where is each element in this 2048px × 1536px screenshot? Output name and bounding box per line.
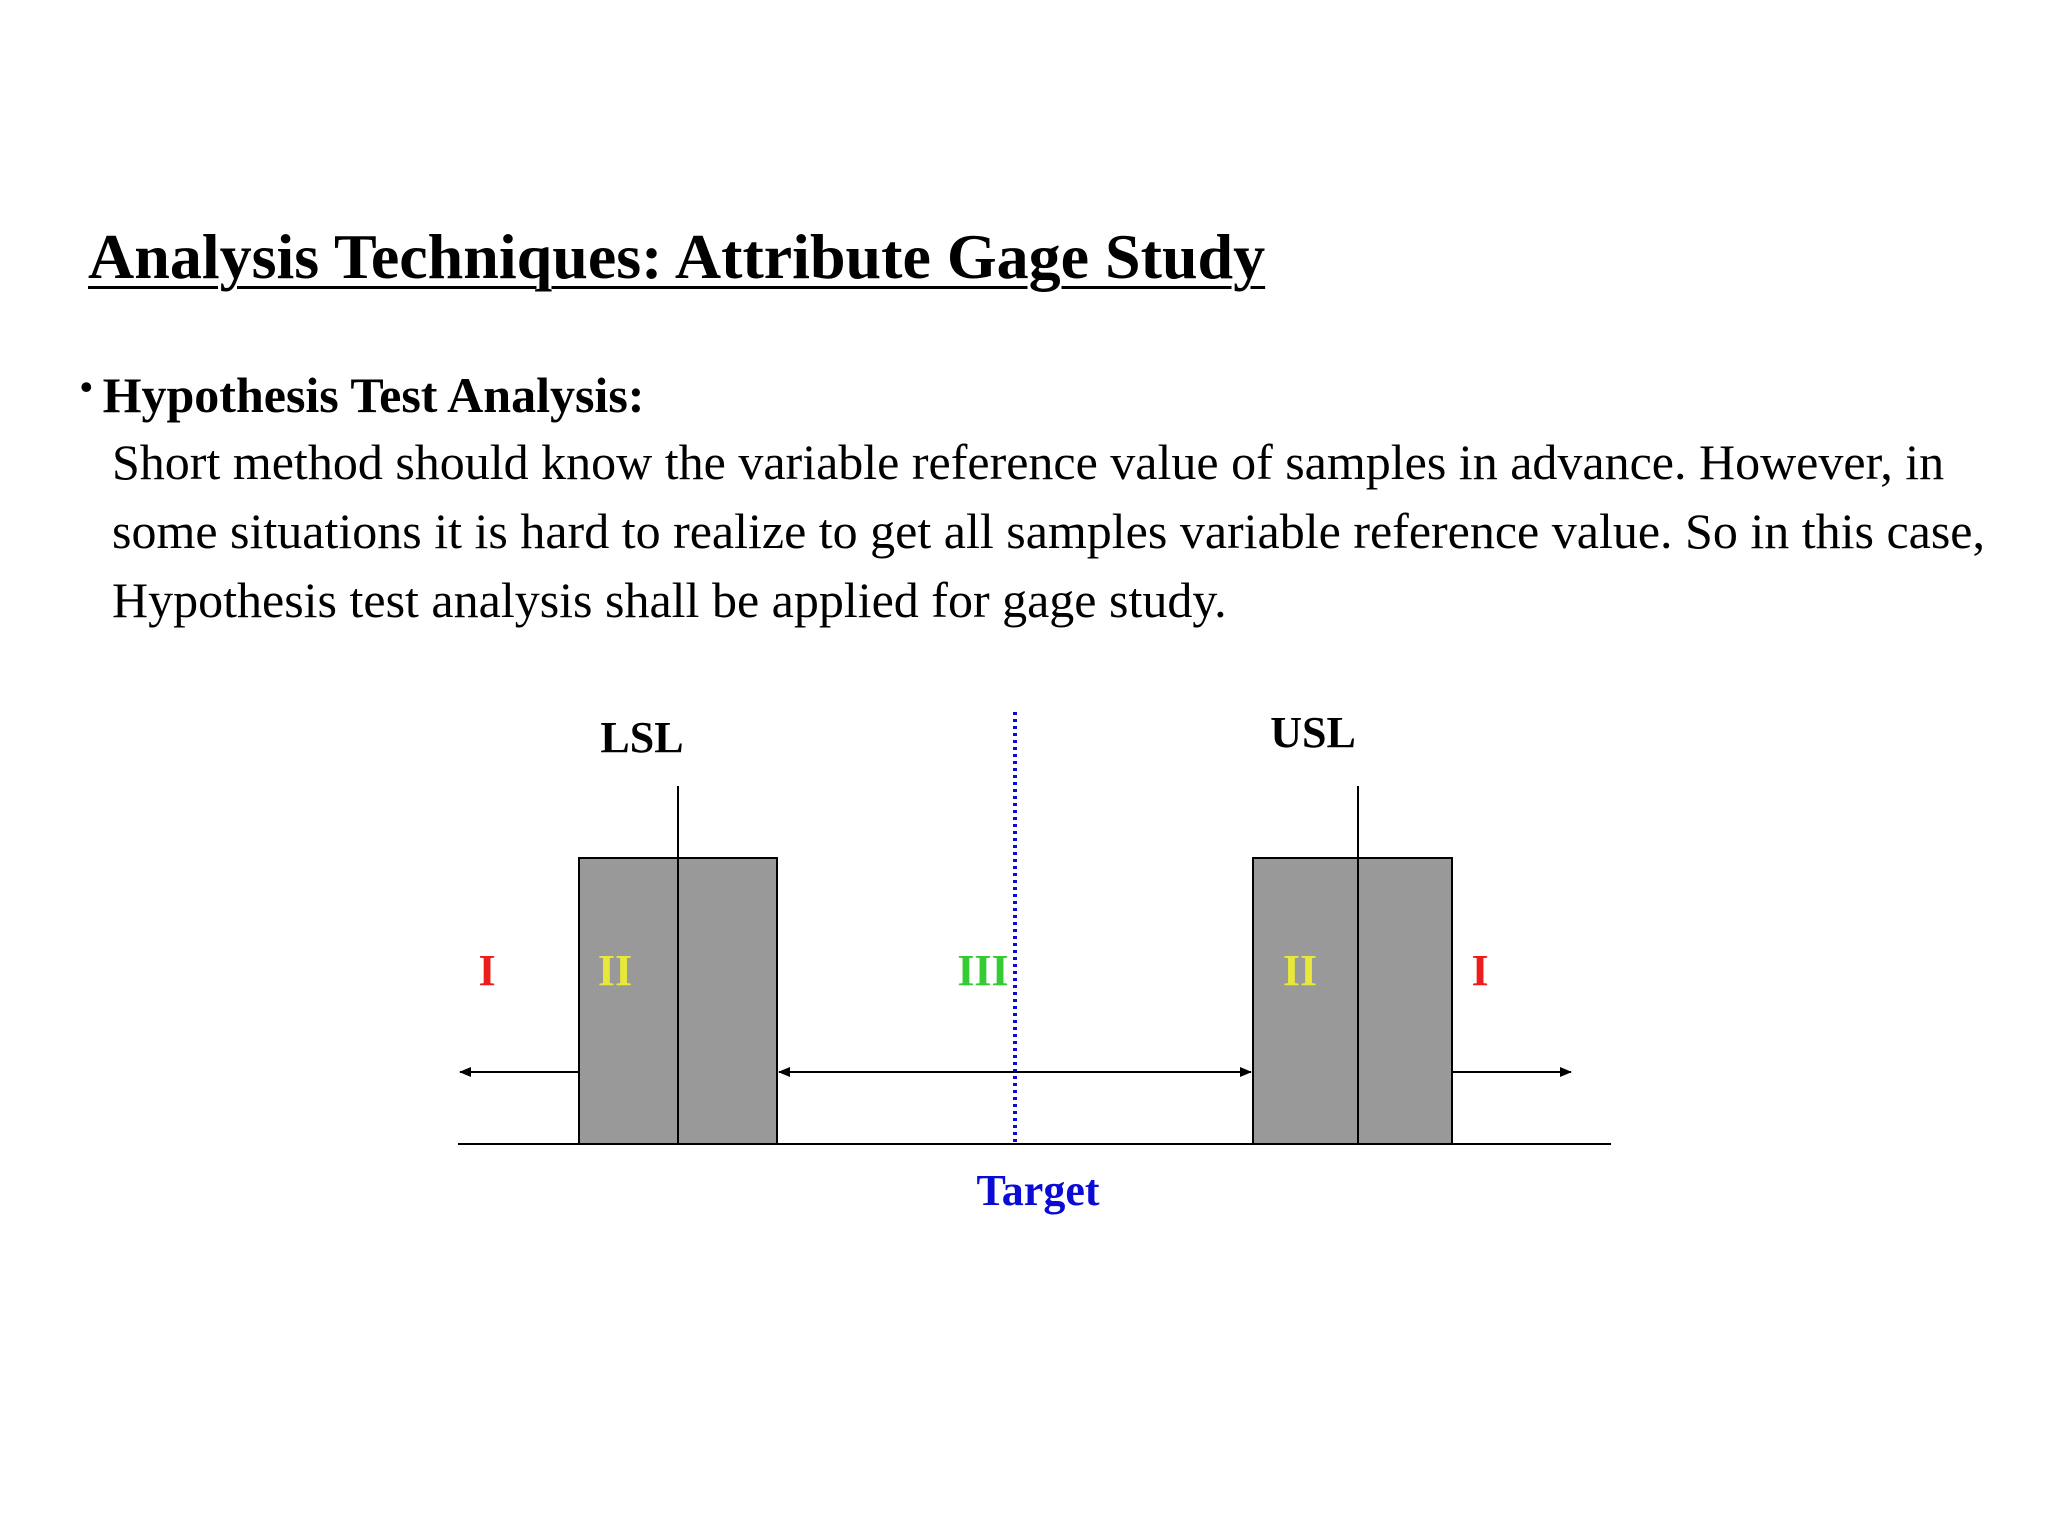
bullet-body-text: Short method should know the variable reference value of samples in advance. However, in some situations it is hard to realize to get all samples variable reference value. So in this case, Hypothesis test analysis shall be applied for gage study.: [112, 434, 1985, 628]
target-label: Target: [976, 1166, 1100, 1215]
usl-box: [1253, 858, 1452, 1144]
bullet-heading: Hypothesis Test Analysis:: [102, 367, 645, 423]
region-ii-right-label: II: [1282, 946, 1318, 995]
lsl-label: LSL: [600, 713, 684, 762]
region-i-left-label: I: [478, 946, 496, 995]
bullet-dot-icon: •: [80, 367, 93, 407]
usl-label: USL: [1270, 708, 1356, 757]
region-ii-left-label: II: [597, 946, 633, 995]
region-i-right-label: I: [1471, 946, 1489, 995]
slide-title: Analysis Techniques: Attribute Gage Study: [88, 221, 1266, 292]
region-iii-label: III: [957, 946, 1009, 995]
